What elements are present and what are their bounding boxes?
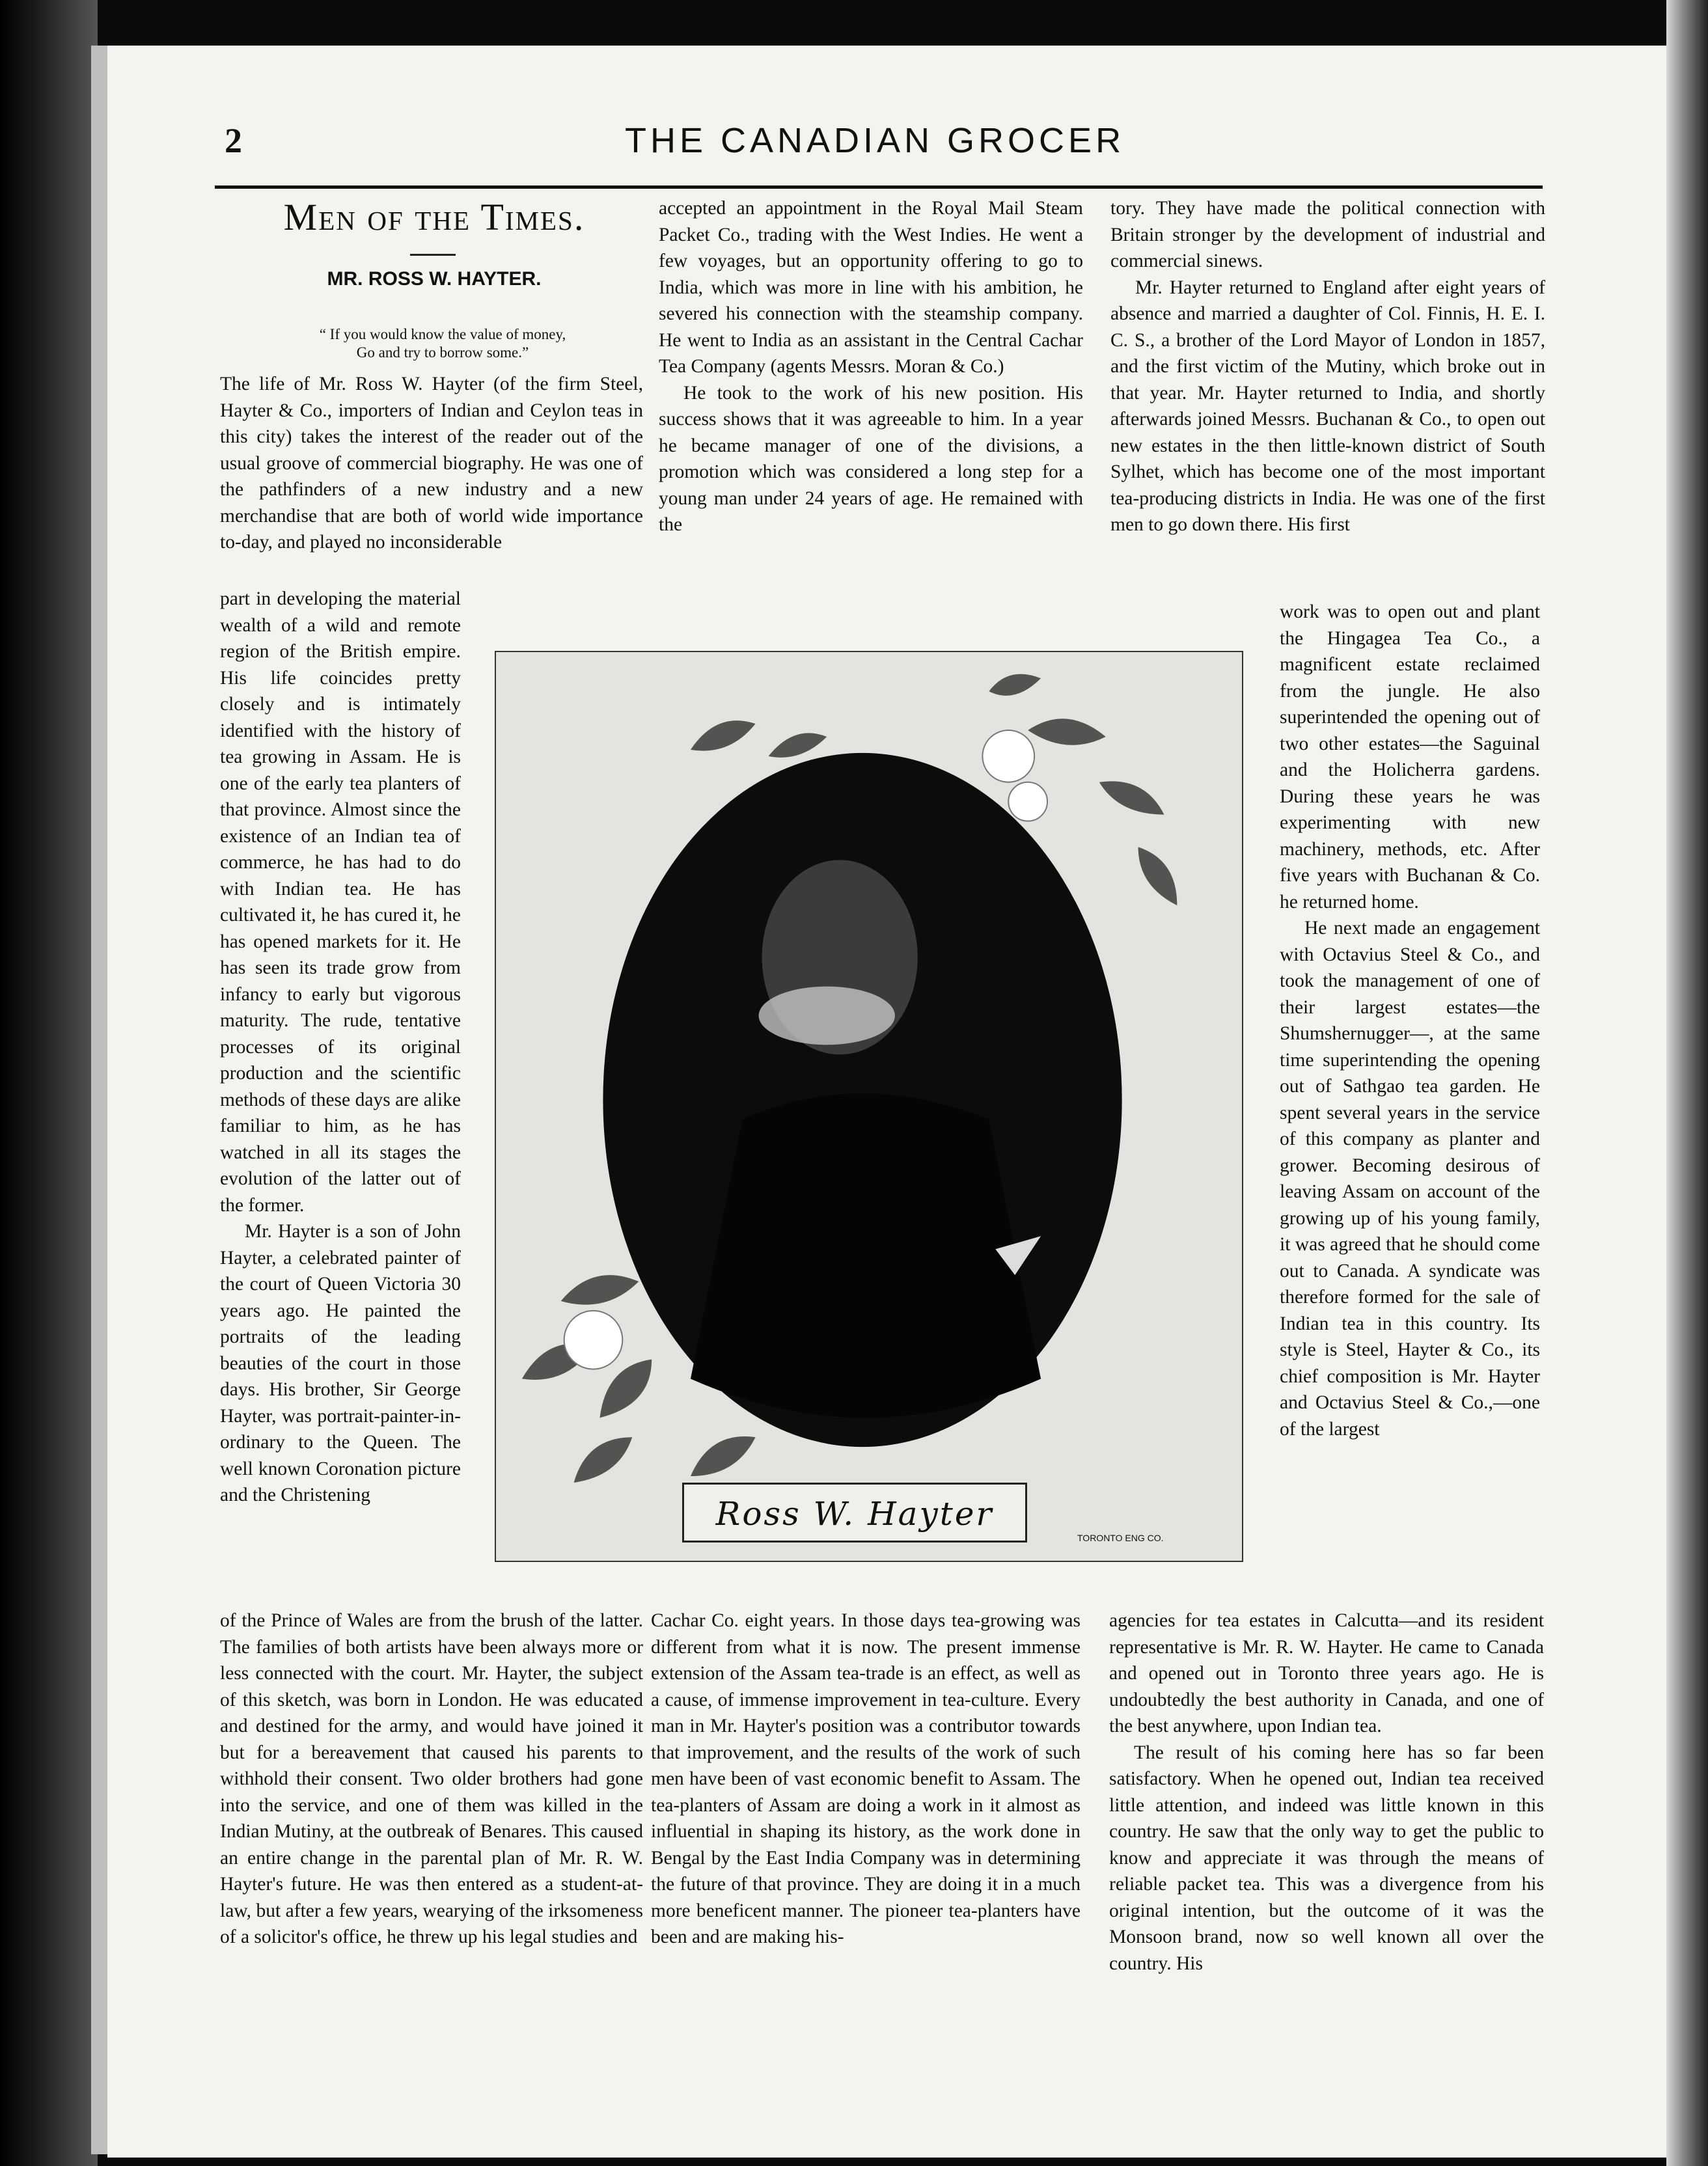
paragraph: He took to the work of his new position. His success shows that it was agreeable to him. In a year he became manager of one of the divisions, a promotion which was considered a long step for a young man under 24 years of age. He remained with the bbox=[659, 382, 1083, 535]
page-number: 2 bbox=[225, 121, 242, 160]
article-subtitle: MR. ROSS W. HAYTER. bbox=[327, 268, 542, 290]
portrait-artwork bbox=[496, 652, 1242, 1561]
paragraph: He next made an engagement with Octavius Steel & Co., and took the management of one of their largest estates—the Shumshernugger—, at the same time superintending the opening out of Sathgao tea garden. He spent several years in the service of this company as planter and grower. Becoming desirous of leaving Assam on account of the growing up of his young family, it was agreed that he should come out to Canada. A syndicate was therefore formed for the sale of Indian tea in this country. Its style is Steel, Hayter & Co., its chief composition is Mr. Hayter and Octavius Steel & Co.,—one of the largest bbox=[1280, 918, 1540, 1440]
paragraph: Cachar Co. eight years. In those days tea-growing was different from what it is now. The present immense extension of the Assam tea-trade is an effect, as well as a cause, of immense improvement in tea-culture. Every man in Mr. Hayter's position was a contributor towards that improvement, and the results of the work of such men have been of vast economic benefit to Assam. The tea-planters of Assam are doing a work in it almost as influential in shaping its history, as the work done in Bengal by the East India Company was in determining the future of that province. They are doing it in a much more beneficent manner. The pioneer tea-planters have been and are making his- bbox=[651, 1610, 1081, 1947]
column-3-bottom bbox=[1109, 1608, 1544, 1977]
column-2-top bbox=[659, 195, 1083, 538]
title-rule bbox=[410, 254, 456, 256]
article-title: Men of the Times. bbox=[283, 196, 585, 238]
signature: Ross W. Hayter bbox=[715, 1495, 994, 1533]
column-1-narrow bbox=[220, 586, 461, 1509]
column-2-bottom bbox=[651, 1608, 1081, 1951]
portrait-illustration bbox=[495, 651, 1243, 1562]
paragraph: part in developing the material wealth of a wild and remote region of the British empire. His life coincides pretty closely and is intimately identified with the history of tea growing in Assam. He is one of the early tea planters of that province. Almost since the existence of an Indian tea of commerce, he has had to do with Indian tea. He has cultivated it, he has cured it, he has opened markets for it. He has seen its trade grow from infancy to early but vigorous maturity. The rude, tentative processes of its original production and the scientific methods of these days are alike familiar to him, as he has watched in all its stages the evolution of the latter out of the former. bbox=[220, 588, 461, 1216]
masthead: THE CANADIAN GROCER bbox=[625, 121, 1125, 160]
paragraph: accepted an appointment in the Royal Mail Steam Packet Co., trading with the West Indies. He went a few voyages, but an opportunity offering to go to India, which was more in line with his ambition, he severed his connection with the steamship company. He went to India as an assistant in the Central Cachar Tea Company (agents Messrs. Moran & Co.) bbox=[659, 198, 1083, 377]
masthead-rule bbox=[215, 185, 1543, 189]
paragraph: Mr. Hayter is a son of John Hayter, a celebrated painter of the court of Queen Victoria 30 years ago. He painted the portraits of the leading beauties of the court in those days. His brother, Sir George Hayter, was portrait-painter-in-ordinary to the Queen. The well known Coronation picture and the Christening bbox=[220, 1221, 461, 1505]
paragraph: tory. They have made the political connection with Britain stronger by the development of industrial and commercial sinews. bbox=[1110, 198, 1545, 271]
column-1-bottom bbox=[220, 1608, 643, 1951]
column-3-narrow bbox=[1280, 599, 1540, 1442]
scan-top-border bbox=[0, 0, 1708, 47]
paragraph: Mr. Hayter returned to England after eight years of absence and married a daughter of Col. Finnis, H. E. I. C. S., a brother of the Lord Mayor of London in 1857, and the first victim of the Mutiny, which broke out in that year. Mr. Hayter returned to India, and shortly afterwards joined Messrs. Buchanan & Co., to open out new estates in the then little-known district of South Sylhet, which has become one of the most important tea-producing districts in India. He was one of the first men to go down there. His first bbox=[1110, 277, 1545, 535]
signature-plate bbox=[682, 1483, 1027, 1542]
paragraph: The life of Mr. Ross W. Hayter (of the firm Steel, Hayter & Co., importers of Indian and Ceylon teas in this city) takes the interest of the reader out of the usual groove of commercial biography. He was one of the pathfinders of a new industry and a new merchandise that are both of world wide importance to-day, and played no inconsiderable bbox=[220, 374, 643, 553]
book-binding bbox=[0, 0, 98, 2166]
scan-right-border bbox=[1666, 0, 1708, 2166]
motto bbox=[273, 325, 612, 362]
paragraph: agencies for tea estates in Calcutta—and its resident representative is Mr. R. W. Hayter. He came to Canada and opened out in Toronto three years ago. He is undoubtedly the best authority in Canada, and one of the best anywhere, upon Indian tea. bbox=[1109, 1610, 1544, 1736]
motto-line: Go and try to borrow some.” bbox=[356, 344, 529, 361]
motto-line: “ If you would know the value of money, bbox=[319, 326, 566, 342]
paragraph: work was to open out and plant the Hingagea Tea Co., a magnificent estate reclaimed from the jungle. He also superintended the opening out of two other estates—the Saguinal and the Holicherra gardens. During these years he was experimenting with new machinery, methods, etc. After five years with Buchanan & Co. he returned home. bbox=[1280, 601, 1540, 912]
paragraph: of the Prince of Wales are from the brush of the latter. The families of both artists have been always more or less connected with the court. Mr. Hayter, the subject of this sketch, was born in London. He was educated and destined for the army, and would have joined it but for a bereavement that caused his parents to withhold their consent. Two older brothers had gone into the service, and one of them was killed in the Indian Mutiny, at the outbreak of Benares. This caused an entire change in the parental plan of Mr. R. W. Hayter's future. He was then entered as a student-at-law, but after a few years, wearying of the irksomeness of a solicitor's office, he threw up his legal studies and bbox=[220, 1610, 643, 1947]
portrait-coat bbox=[691, 1093, 1041, 1418]
paragraph: The result of his coming here has so far been satisfactory. When he opened out, Indian tea received little attention, and indeed was little known in this country. He saw that the only way to get the public to know and appreciate it was through the means of reliable packet tea. This was a divergence from his original intention, but the outcome of it was the Monsoon brand, now so well known all over the country. His bbox=[1109, 1742, 1544, 1974]
column-3-top bbox=[1110, 195, 1545, 538]
engraver-credit: TORONTO ENG CO. bbox=[1077, 1533, 1164, 1543]
portrait-moustache bbox=[759, 987, 895, 1045]
column-1-top bbox=[220, 371, 643, 556]
